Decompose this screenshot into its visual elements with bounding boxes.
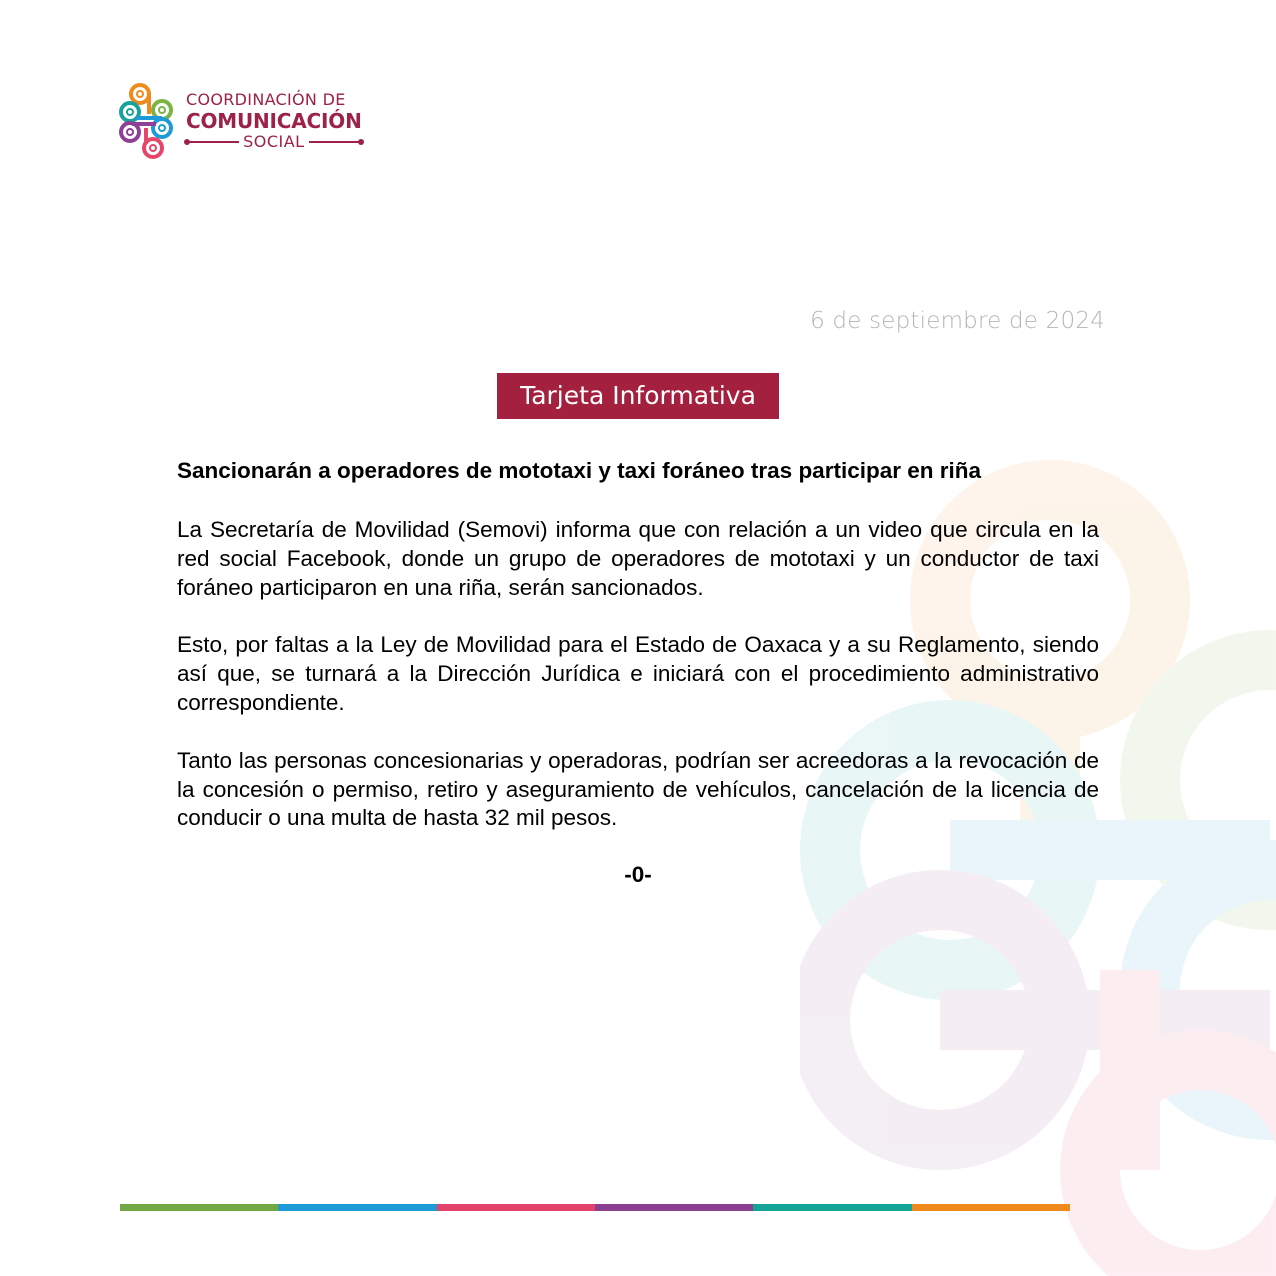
- logo-rule-right: [309, 141, 362, 143]
- logo-line-2: COMUNICACIÓN: [186, 109, 362, 133]
- footer-color-bar: [120, 1204, 1070, 1211]
- footer-bar-segment-purple: [595, 1204, 753, 1211]
- logo-rule-left: [186, 141, 239, 143]
- footer-bar-segment-green: [120, 1204, 278, 1211]
- footer-bar-segment-pink: [437, 1204, 595, 1211]
- brand-logo: [118, 82, 362, 162]
- footer-bar-segment-teal: [753, 1204, 911, 1211]
- logo-line-1: COORDINACIÓN DE: [186, 90, 346, 109]
- article-headline: Sancionarán a operadores de mototaxi y taxi foráneo tras participar en riña: [177, 458, 982, 483]
- document-type-badge: Tarjeta Informativa: [497, 373, 779, 419]
- article-body: [177, 455, 1099, 888]
- footer-bar-segment-orange: [912, 1204, 1070, 1211]
- article-paragraph-3: Tanto las personas concesionarias y operadoras, podrían ser acreedoras a la revocación de la concesión o permiso, retiro y aseguramiento de vehículos, cancelación de la licencia de conducir o una multa de hasta 32 mil pesos.: [177, 747, 1099, 831]
- article-closing-mark: -0-: [624, 862, 652, 888]
- article-paragraph-2: Esto, por faltas a la Ley de Movilidad para el Estado de Oaxaca y a su Reglamento, siendo así que, se turnará a la Dirección Jurídica e iniciará con el procedimiento administrativo correspondiente.: [177, 632, 1099, 715]
- article-paragraph-1: La Secretaría de Movilidad (Semovi) informa que con relación a un video que circula en la red social Facebook, donde un grupo de operadores de mototaxi y un conductor de taxi foráneo participaron en una riña, serán sancionados.: [177, 517, 1099, 600]
- publication-date: 6 de septiembre de 2024: [810, 308, 1105, 334]
- footer-bar-segment-blue: [278, 1204, 436, 1211]
- logo-line-3-text: SOCIAL: [243, 132, 305, 151]
- logo-line-3: [186, 133, 362, 151]
- logo-knot-icon: [118, 82, 176, 162]
- logo-wordmark: [186, 90, 362, 151]
